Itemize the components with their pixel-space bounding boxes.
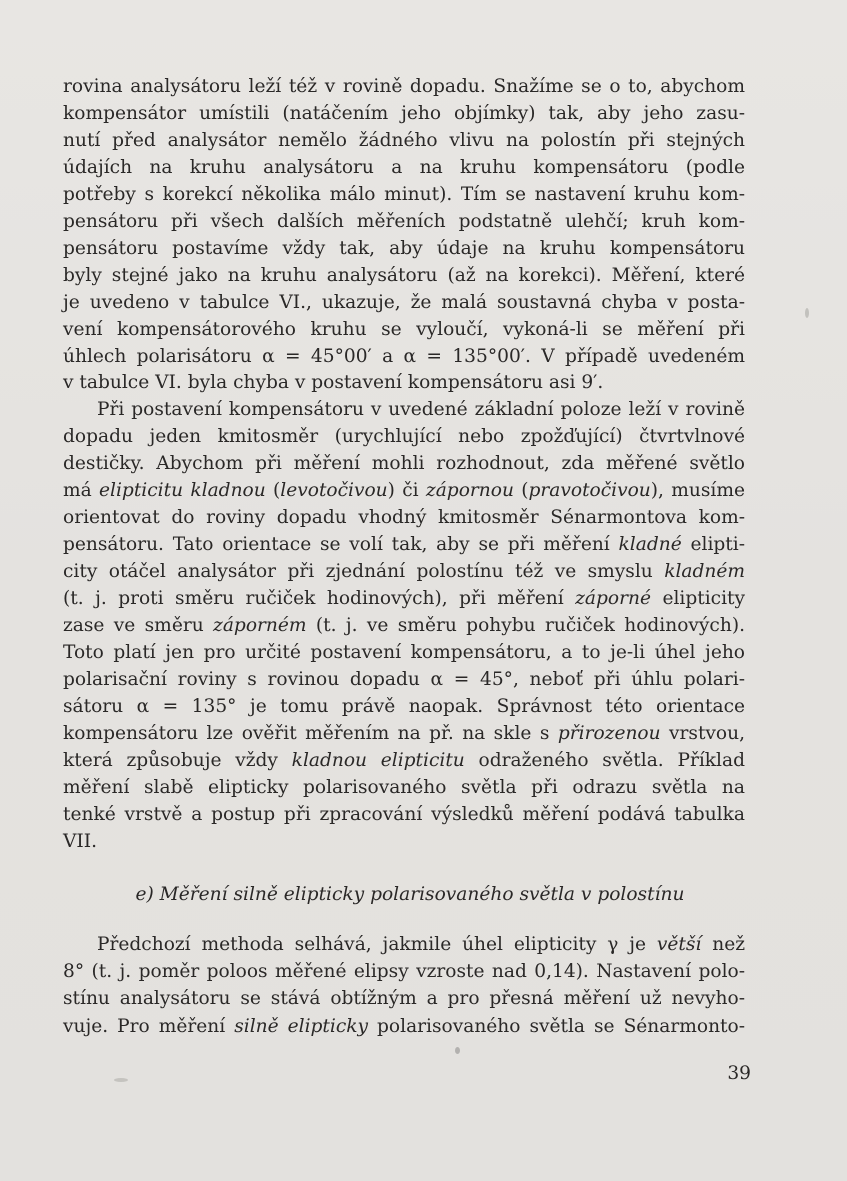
text-run: (t. j. ve směru pohybu ručiček hodinových). <box>306 615 745 637</box>
text-run: vuje. Pro měření <box>63 1015 235 1037</box>
text-line: vení kompensátorového kruhu se vyloučí, vykoná-li se měření při <box>63 318 745 340</box>
text-line: měření slabě elipticky polarisovaného světla při odrazu světla na <box>63 776 745 798</box>
text-run: city otáčel analysátor při zjednání polostínu též ve smyslu <box>63 561 665 583</box>
paper-speck <box>114 1078 128 1082</box>
text-line: orientovat do roviny dopadu vhodný kmitosměr Sénarmontova kom- <box>63 507 745 529</box>
paragraph-3 <box>63 931 745 1040</box>
emphasis-text: pravotočivou <box>528 480 651 502</box>
section-heading: e) Měření silně elipticky polarisovaného světla v polostínu <box>135 884 685 905</box>
text-line <box>63 931 745 958</box>
text-line <box>63 478 745 505</box>
text-line: 8° (t. j. poměr poloos měřené elipsy vzroste nad 0,14). Nastavení polo- <box>63 961 745 983</box>
text-run: než <box>701 934 746 955</box>
text-line <box>63 532 745 559</box>
text-line: rovina analysátoru leží též v rovině dopadu. Snažíme se o to, abychom <box>63 76 745 97</box>
text-run: ( <box>265 480 281 502</box>
text-line <box>63 1013 745 1040</box>
text-line: Při postavení kompensátoru v uvedené základní poloze leží v rovině <box>97 399 745 421</box>
text-run: ), musíme <box>650 480 745 502</box>
text-run: zase ve směru <box>63 615 214 637</box>
text-line: potřeby s korekcí několika málo minut). Tím se nastavení kruhu kom- <box>63 183 745 205</box>
text-line <box>63 748 745 775</box>
text-line: úhlech polarisátoru α = 45°00′ a α = 135°00′. V případě uvedeném <box>63 345 745 367</box>
text-line: údajích na kruhu analysátoru a na kruhu kompensátoru (podle <box>63 156 745 178</box>
text-line: destičky. Abychom při měření mohli rozhodnout, zda měřené světlo <box>63 453 745 475</box>
text-run: má <box>63 480 100 502</box>
emphasis-text: kladném <box>664 561 745 583</box>
text-run: elipti- <box>681 534 745 556</box>
text-line <box>63 586 745 613</box>
text-line: je uvedeno v tabulce VI., ukazuje, že malá soustavná chyba v posta- <box>63 291 745 313</box>
text-line: tenké vrstvě a postup při zpracování výsledků měření podává tabulka <box>63 803 745 825</box>
text-line: pensátoru při všech dalších měřeních podstatně ulehčí; kruh kom- <box>63 210 745 232</box>
paper-speck <box>455 1047 460 1054</box>
text-line: v tabulce VI. byla chyba v postavení kompensátoru asi 9′. <box>63 372 604 394</box>
text-run: ) či <box>387 480 426 502</box>
emphasis-text: záporné <box>575 588 651 610</box>
text-line: polarisační roviny s rovinou dopadu α = 45°, neboť při úhlu polari- <box>63 668 745 690</box>
text-run: polarisovaného světla se Sénarmonto- <box>368 1015 746 1037</box>
text-line: sátoru α = 135° je tomu právě naopak. Správnost této orientace <box>63 695 745 717</box>
body-text <box>63 74 745 856</box>
text-line: nutí před analysátor nemělo žádného vlivu na polostín při stejných <box>63 129 745 151</box>
emphasis-text: silně elipticky <box>234 1015 369 1037</box>
page-number: 39 <box>727 1063 751 1084</box>
text-run: která způsobuje vždy <box>63 749 292 771</box>
text-line: byly stejné jako na kruhu analysátoru (až na korekci). Měření, které <box>63 264 745 286</box>
text-line <box>63 613 745 640</box>
text-line: VII. <box>63 830 98 852</box>
emphasis-text: zápornou <box>425 480 514 502</box>
emphasis-text: přirozenou <box>557 722 661 744</box>
emphasis-text: elipticitu kladnou <box>99 480 266 502</box>
text-line: kompensátor umístili (natáčením jeho objímky) tak, aby jeho zasu- <box>63 102 745 124</box>
text-line: stínu analysátoru se stává obtížným a pro přesná měření už nevyho- <box>63 988 745 1010</box>
text-run: pensátoru. Tato orientace se volí tak, aby se při měření <box>63 534 619 556</box>
paragraph-1 <box>63 74 745 397</box>
paragraph-2 <box>63 397 745 855</box>
text-line: Toto platí jen pro určité postavení kompensátoru, a to je-li úhel jeho <box>63 642 745 664</box>
text-run: (t. j. proti směru ručiček hodinových), při měření <box>63 588 576 610</box>
text-line: pensátoru postavíme vždy tak, aby údaje na kruhu kompensátoru <box>63 237 745 259</box>
text-run: Předchozí methoda selhává, jakmile úhel elipticity γ je <box>97 934 657 955</box>
emphasis-text: větší <box>656 934 702 955</box>
emphasis-text: kladné <box>618 534 682 556</box>
text-run: kompensátoru lze ověřit měřením na př. na skle s <box>63 722 558 744</box>
text-run: vrstvou, <box>660 722 746 744</box>
text-run: ( <box>513 480 529 502</box>
text-line <box>63 721 745 748</box>
text-run: elipticity <box>651 588 745 610</box>
text-line: dopadu jeden kmitosměr (urychlující nebo zpožďující) čtvrtvlnové <box>63 426 745 448</box>
text-line <box>63 559 745 586</box>
text-run: odraženého světla. Příklad <box>464 749 745 771</box>
emphasis-text: levotočivou <box>280 480 388 502</box>
emphasis-text: záporném <box>213 615 307 637</box>
paper-speck <box>805 308 809 318</box>
emphasis-text: kladnou elipticitu <box>291 749 465 771</box>
